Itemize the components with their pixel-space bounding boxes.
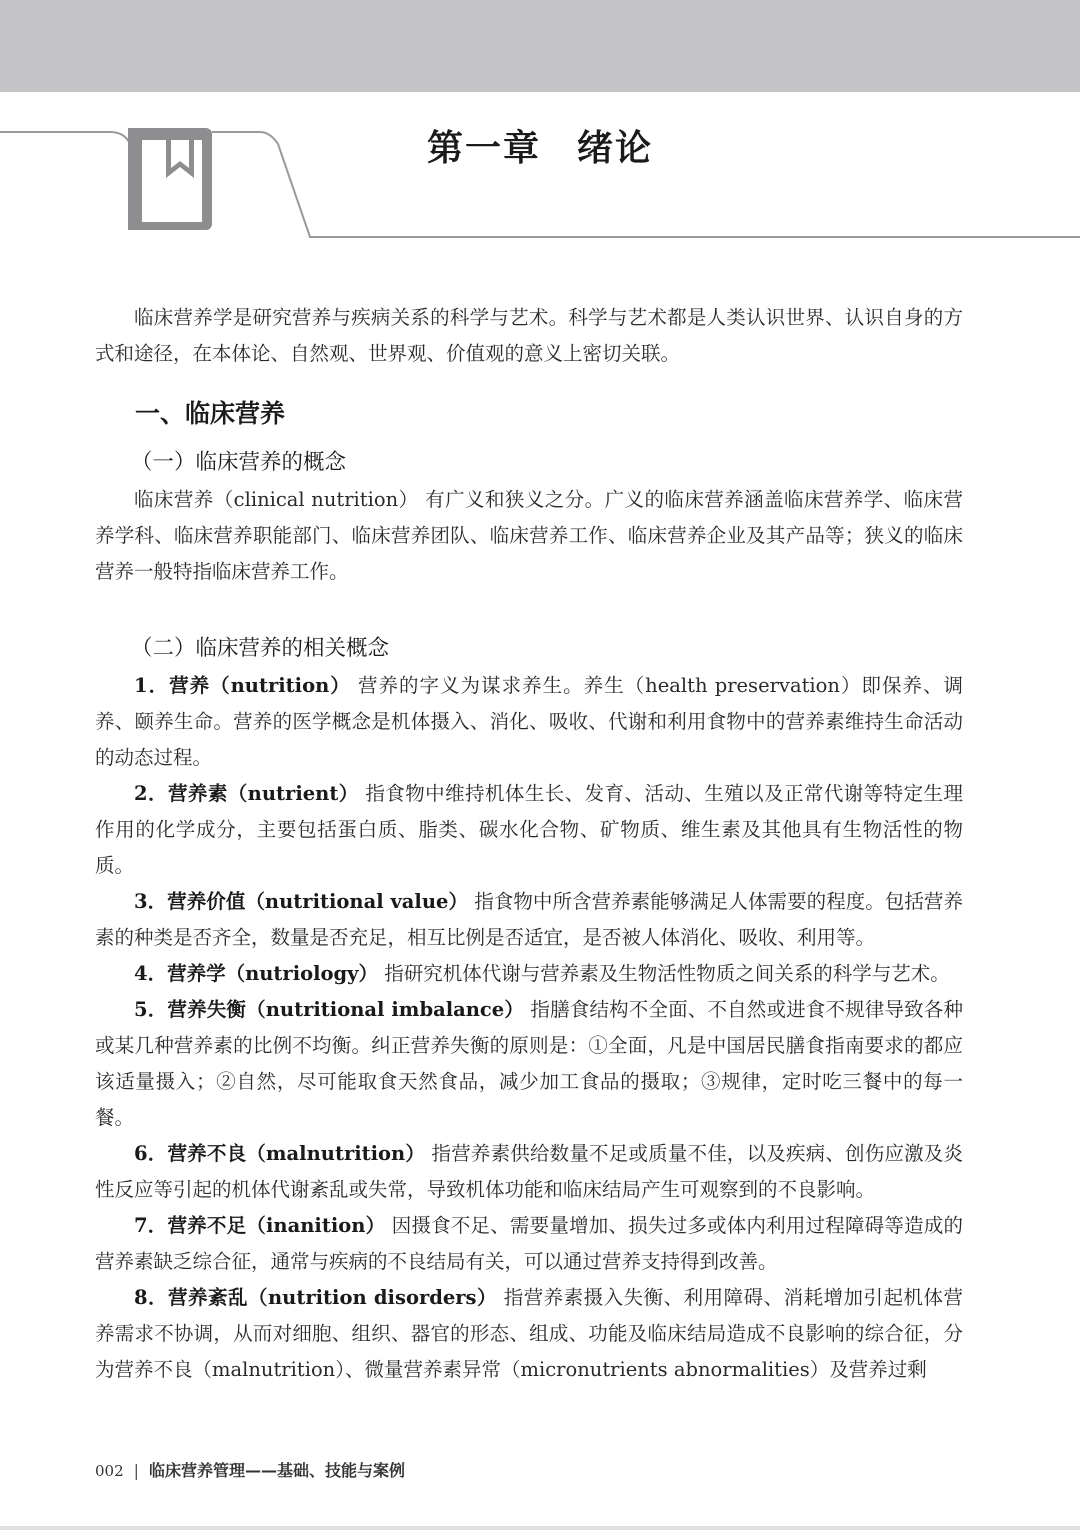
definition-item — [95, 1208, 963, 1280]
book-title: 临床营养管理——基础、技能与案例 — [149, 1461, 406, 1480]
page-number: 002 — [95, 1462, 124, 1480]
definition-text: 指膳食结构不全面、不自然或进食不规律导致各种或某几种营养素的比例不均衡。纠正营养失衡的原则是：①全面，凡是中国居民膳食指南要求的都应该适量摄入；②自然，尽可能取食天然食品，减少加工食品的摄取；③规律，定时吃三餐中的每一餐。 — [95, 998, 963, 1129]
definition-term: 6．营养不良（malnutrition） — [134, 1142, 426, 1165]
definition-term: 2．营养素（nutrient） — [134, 782, 359, 805]
main-content — [95, 300, 963, 1388]
definition-term: 5．营养失衡（nutritional imbalance） — [134, 998, 525, 1021]
subsection-heading-related: （二）临床营养的相关概念 — [131, 636, 390, 661]
concept-paragraph: 临床营养（clinical nutrition） 有广义和狭义之分。广义的临床营养涵盖临床营养学、临床营养学科、临床营养职能部门、临床营养团队、临床营养工作、临床营养企业及其产品等；狭义的临床营养一般特指临床营养工作。 — [95, 488, 963, 583]
definition-text: 指研究机体代谢与营养素及生物活性物质之间关系的科学与艺术。 — [378, 962, 950, 985]
intro-paragraph: 临床营养学是研究营养与疾病关系的科学与艺术。科学与艺术都是人类认识世界、认识自身的方式和途径，在本体论、自然观、世界观、价值观的意义上密切关联。 — [95, 306, 963, 365]
section-heading: 一、临床营养 — [135, 399, 286, 428]
definition-item — [95, 884, 963, 956]
footer-separator: | — [133, 1461, 140, 1480]
definition-text: 指营养素摄入失衡、利用障碍、消耗增加引起机体营养需求不协调，从而对细胞、组织、器官的形态、组成、功能及临床结局造成不良影响的综合征，分为营养不良（malnutrition）、微量营养素异常（micronutrients abnormalities）及营养过剩 — [95, 1286, 964, 1381]
definition-text: 指食物中所含营养素能够满足人体需要的程度。包括营养素的种类是否齐全，数量是否充足，相互比例是否适宜，是否被人体消化、吸收、利用等。 — [95, 890, 963, 949]
definition-term: 3．营养价值（nutritional value） — [134, 890, 469, 913]
subsection-heading-concept: （一）临床营养的概念 — [131, 450, 347, 475]
definition-item — [95, 1280, 963, 1388]
definition-item — [95, 668, 963, 776]
definition-term: 4．营养学（nutriology） — [134, 962, 378, 985]
chapter-title: 第一章 绪论 — [426, 128, 654, 169]
definition-item — [95, 956, 963, 992]
definition-term: 8．营养紊乱（nutrition disorders） — [134, 1286, 498, 1309]
definition-term: 1．营养（nutrition） — [134, 674, 351, 697]
definition-text: 指食物中维持机体生长、发育、活动、生殖以及正常代谢等特定生理作用的化学成分，主要包括蛋白质、脂类、碳水化合物、矿物质、维生素及其他具有生物活性的物质。 — [95, 782, 963, 877]
bottom-edge — [0, 1526, 1080, 1530]
definition-term: 7．营养不足（inanition） — [134, 1214, 386, 1237]
definition-item — [95, 776, 963, 884]
definition-item — [95, 1136, 963, 1208]
definition-text: 因摄食不足、需要量增加、损失过多或体内利用过程障碍等造成的营养素缺乏综合征，通常与疾病的不良结局有关，可以通过营养支持得到改善。 — [95, 1214, 963, 1273]
definition-text: 营养的字义为谋求养生。养生（health preservation）即保养、调养、颐养生命。营养的医学概念是机体摄入、消化、吸收、代谢和利用食物中的营养素维持生命活动的动态过程。 — [95, 674, 964, 769]
definition-item — [95, 992, 963, 1136]
definition-text: 指营养素供给数量不足或质量不佳，以及疾病、创伤应激及炎性反应等引起的机体代谢紊乱或失常，导致机体功能和临床结局产生可观察到的不良影响。 — [95, 1142, 964, 1201]
page-footer — [95, 1458, 405, 1481]
header-band — [0, 0, 1080, 92]
